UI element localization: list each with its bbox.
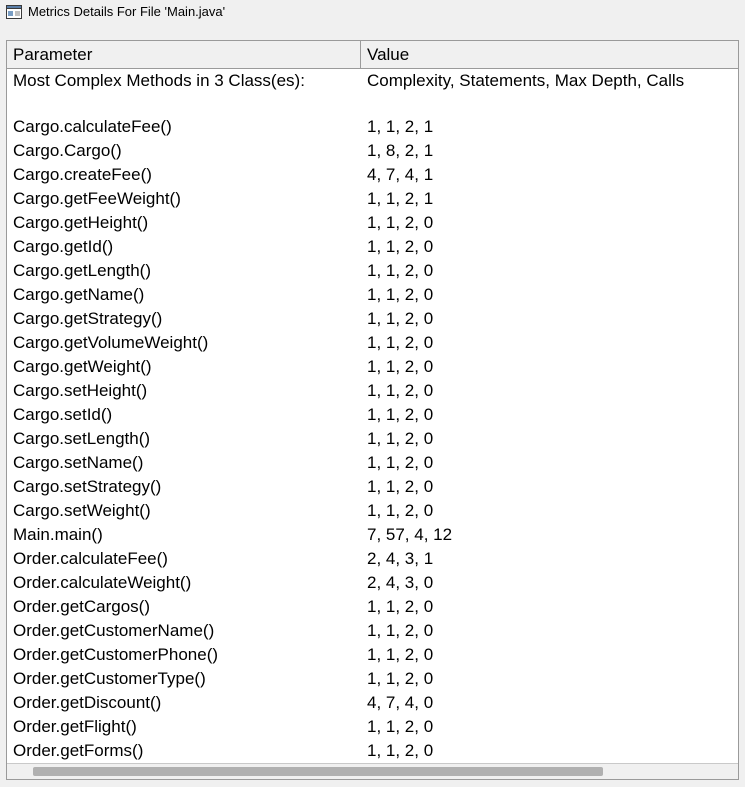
cell-value: 1, 1, 2, 0	[367, 237, 434, 256]
cell-parameter: Cargo.getName()	[13, 285, 145, 304]
table-row[interactable]	[7, 163, 738, 187]
cell-parameter-empty	[7, 93, 361, 115]
cell-value: 7, 57, 4, 12	[367, 525, 453, 544]
cell-parameter: Cargo.setWeight()	[13, 501, 151, 520]
cell-parameter: Cargo.createFee()	[13, 165, 152, 184]
cell-value: 4, 7, 4, 0	[367, 693, 434, 712]
cell-value: 1, 1, 2, 1	[367, 189, 434, 208]
cell-value: 4, 7, 4, 1	[367, 165, 434, 184]
cell-parameter: Cargo.getFeeWeight()	[13, 189, 181, 208]
cell-parameter: Cargo.calculateFee()	[13, 117, 172, 136]
table-row[interactable]	[7, 427, 738, 451]
table-row[interactable]	[7, 643, 738, 667]
cell-parameter: Cargo.getStrategy()	[13, 309, 163, 328]
table-row[interactable]	[7, 307, 738, 331]
table-row[interactable]	[7, 451, 738, 475]
table-row[interactable]	[7, 691, 738, 715]
table-row[interactable]	[7, 211, 738, 235]
cell-value: 1, 1, 2, 0	[367, 477, 434, 496]
cell-parameter: Most Complex Methods in 3 Class(es):	[13, 71, 305, 90]
cell-parameter: Cargo.getHeight()	[13, 213, 149, 232]
cell-parameter: Cargo.setHeight()	[13, 381, 148, 400]
table-row[interactable]	[7, 355, 738, 379]
column-header-value[interactable]: Value	[367, 44, 410, 64]
cell-value: 1, 1, 2, 0	[367, 261, 434, 280]
cell-parameter: Main.main()	[13, 525, 103, 544]
table-row[interactable]	[7, 571, 738, 595]
cell-parameter: Cargo.getWeight()	[13, 357, 152, 376]
table-body	[7, 69, 738, 763]
table-row[interactable]	[7, 547, 738, 571]
cell-parameter: Order.getForms()	[13, 741, 144, 760]
cell-value: 1, 1, 2, 0	[367, 381, 434, 400]
cell-parameter: Cargo.getId()	[13, 237, 114, 256]
cell-parameter: Order.getCustomerType()	[13, 669, 206, 688]
cell-value: Complexity, Statements, Max Depth, Calls	[367, 71, 685, 90]
cell-value: 1, 1, 2, 0	[367, 501, 434, 520]
table-row[interactable]	[7, 283, 738, 307]
cell-value: 1, 1, 2, 1	[367, 117, 434, 136]
table-row-spacer	[7, 93, 738, 115]
table-row[interactable]	[7, 739, 738, 763]
cell-value: 1, 1, 2, 0	[367, 357, 434, 376]
cell-value: 1, 1, 2, 0	[367, 333, 434, 352]
column-header-parameter[interactable]: Parameter	[7, 41, 361, 68]
table-row[interactable]	[7, 115, 738, 139]
cell-value: 1, 1, 2, 0	[367, 741, 434, 760]
cell-value: 2, 4, 3, 1	[367, 549, 434, 568]
cell-value: 1, 1, 2, 0	[367, 405, 434, 424]
cell-value: 1, 1, 2, 0	[367, 669, 434, 688]
cell-parameter: Cargo.Cargo()	[13, 141, 122, 160]
table-row[interactable]	[7, 259, 738, 283]
table-row[interactable]	[7, 379, 738, 403]
cell-parameter: Cargo.setStrategy()	[13, 477, 162, 496]
table-row[interactable]	[7, 595, 738, 619]
cell-value: 1, 1, 2, 0	[367, 717, 434, 736]
cell-parameter: Cargo.getVolumeWeight()	[13, 333, 209, 352]
table-row[interactable]	[7, 331, 738, 355]
cell-parameter: Cargo.getLength()	[13, 261, 151, 280]
cell-value-empty	[361, 93, 738, 115]
cell-value: 1, 1, 2, 0	[367, 453, 434, 472]
window-icon	[6, 5, 22, 19]
cell-parameter: Cargo.setName()	[13, 453, 144, 472]
cell-value: 1, 1, 2, 0	[367, 429, 434, 448]
table-rows-container	[7, 115, 738, 763]
table-row[interactable]	[7, 619, 738, 643]
cell-value: 2, 4, 3, 0	[367, 573, 434, 592]
table-row[interactable]	[7, 715, 738, 739]
cell-value: 1, 1, 2, 0	[367, 621, 434, 640]
cell-parameter: Order.getDiscount()	[13, 693, 162, 712]
cell-value: 1, 1, 2, 0	[367, 213, 434, 232]
horizontal-scrollbar[interactable]	[7, 763, 738, 779]
table-row[interactable]	[7, 139, 738, 163]
cell-value: 1, 1, 2, 0	[367, 645, 434, 664]
table-row[interactable]	[7, 667, 738, 691]
cell-parameter: Cargo.setLength()	[13, 429, 151, 448]
table-row[interactable]	[7, 523, 738, 547]
table-row[interactable]	[7, 499, 738, 523]
window-title: Metrics Details For File 'Main.java'	[28, 4, 226, 19]
cell-parameter: Order.getCustomerPhone()	[13, 645, 219, 664]
cell-value: 1, 1, 2, 0	[367, 309, 434, 328]
cell-value: 1, 1, 2, 0	[367, 285, 434, 304]
cell-parameter: Order.getCustomerName()	[13, 621, 215, 640]
cell-parameter: Order.getCargos()	[13, 597, 150, 616]
cell-value: 1, 8, 2, 1	[367, 141, 434, 160]
cell-parameter: Order.calculateFee()	[13, 549, 168, 568]
table-row-summary[interactable]	[7, 69, 738, 93]
table-row[interactable]	[7, 235, 738, 259]
table-row[interactable]	[7, 187, 738, 211]
table-header-row	[7, 41, 738, 69]
cell-parameter: Cargo.setId()	[13, 405, 113, 424]
title-bar	[0, 0, 745, 24]
table-row[interactable]	[7, 475, 738, 499]
cell-parameter: Order.calculateWeight()	[13, 573, 192, 592]
horizontal-scrollbar-thumb[interactable]	[33, 767, 603, 776]
metrics-table	[6, 40, 739, 780]
cell-parameter: Order.getFlight()	[13, 717, 137, 736]
cell-value: 1, 1, 2, 0	[367, 597, 434, 616]
table-row[interactable]	[7, 403, 738, 427]
